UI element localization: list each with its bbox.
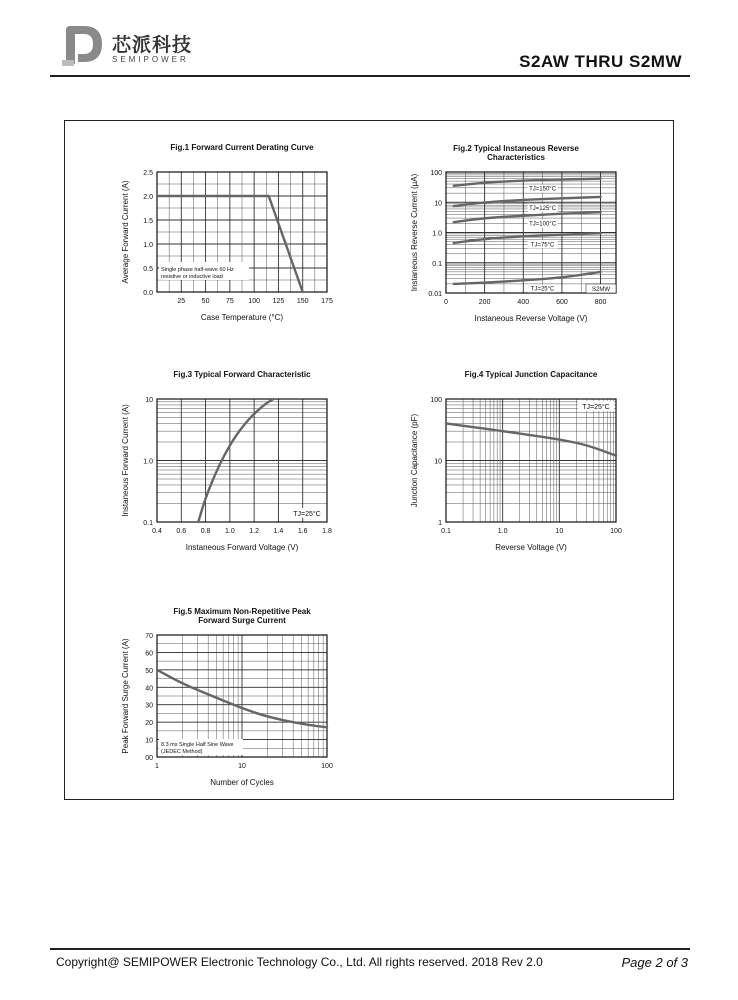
document-title: S2AW THRU S2MW: [519, 52, 682, 71]
fig2-part-label: S2MW: [592, 287, 610, 293]
fig2-y-tick-label: 10: [434, 200, 442, 208]
fig5-y-tick-label: 30: [145, 702, 153, 710]
fig1-x-tick-label: 150: [296, 298, 309, 305]
fig5-y-tick-label: 50: [145, 667, 153, 675]
brand-name-chinese: 芯派科技: [112, 35, 193, 56]
fig5-title: Fig.5 Maximum Non-Repetitive Peak: [173, 607, 311, 616]
fig4-temp-label: TJ=25°C: [582, 404, 610, 411]
fig2-series-curve: [454, 212, 601, 222]
fig2-title-line2: Characteristics: [487, 153, 545, 162]
fig2-x-tick-label: 0: [444, 299, 448, 306]
fig1-title: Fig.1 Forward Current Derating Curve: [170, 143, 314, 152]
fig5-x-tick-label: 1: [155, 763, 159, 770]
fig3-x-tick-label: 0.8: [200, 528, 211, 535]
fig5-x-tick-label: 100: [321, 763, 333, 770]
fig3-x-tick-label: 1.8: [322, 528, 332, 535]
fig4-x-tick-label: 1.0: [497, 528, 508, 535]
fig3-x-tick-label: 1.0: [224, 528, 235, 535]
fig1-y-tick-label: 0.5: [143, 266, 153, 273]
fig4-y-tick-label: 10: [434, 458, 442, 466]
fig5-y-tick-label: 10: [145, 737, 153, 745]
fig2-x-tick-label: 400: [517, 299, 530, 306]
fig3-y-tick-label: 1.0: [143, 458, 153, 466]
fig2-series-label: TJ=100°C: [529, 221, 557, 228]
fig1-y-tick-label: 1.5: [143, 218, 153, 225]
fig3-x-tick-label: 1.6: [297, 528, 308, 535]
fig5-y-tick-label: 60: [145, 650, 153, 658]
fig3-y-tick-label: 10: [145, 397, 153, 404]
fig3-x-tick-label: 1.4: [273, 528, 284, 535]
fig4-x-axis-label: Reverse Voltage (V): [495, 543, 567, 552]
fig3-x-tick-label: 0.6: [176, 528, 187, 535]
fig2-x-tick-label: 200: [478, 299, 491, 306]
fig4-y-axis-label: Junction Capacitance (pF): [410, 413, 419, 508]
fig2-series-curve: [454, 179, 601, 186]
fig5-title-line2: Forward Surge Current: [198, 616, 286, 625]
fig3-y-axis-label: Instaneous Forward Current (A): [121, 404, 130, 517]
fig3-x-axis-label: Instaneous Forward Voltage (V): [185, 543, 299, 552]
copyright-notice: Copyright@ SEMIPOWER Electronic Technology Co., Ltd. All rights reserved. 2018 Rev 2.0: [56, 955, 543, 969]
fig3-x-tick-label: 1.2: [249, 528, 260, 535]
fig5-y-tick-label: 70: [145, 633, 153, 640]
fig5-y-tick-label: 00: [145, 755, 153, 762]
fig5-y-tick-label: 20: [145, 720, 153, 728]
fig5-y-tick-label: 40: [145, 685, 153, 693]
fig4-y-tick-label: 100: [430, 397, 442, 404]
fig4-series-curve: [446, 423, 616, 455]
fig1-y-tick-label: 2.0: [143, 194, 153, 201]
fig1-x-tick-label: 75: [225, 298, 234, 305]
fig4-x-tick-label: 0.1: [441, 528, 451, 535]
fig5-x-axis-label: Number of Cycles: [210, 778, 274, 787]
fig2-y-tick-label: 0.1: [432, 260, 442, 268]
fig5-note-line2: (JEDEC Method): [161, 749, 203, 755]
fig2-series-label: TJ=75°C: [530, 242, 555, 249]
fig5-note-line1: 8.3 ms Single Half Sine Wave: [161, 742, 234, 748]
fig2-title: Fig.2 Typical Instaneous Reverse: [453, 144, 579, 153]
fig2-y-tick-label: 100: [430, 170, 442, 177]
fig3-title: Fig.3 Typical Forward Characteristic: [173, 370, 311, 379]
page-number: Page 2 of 3: [621, 955, 688, 970]
fig1-y-tick-label: 1.0: [143, 242, 153, 249]
fig2-series-label: TJ=25°C: [530, 286, 555, 293]
fig2-y-tick-label: 1.0: [432, 230, 442, 238]
fig2-y-axis-label: Instaneous Reverse Current (µA): [410, 173, 419, 292]
fig2-series-curve: [454, 197, 601, 206]
fig1-note-line2: resistive or inductive load: [161, 274, 223, 280]
fig3-y-tick-label: 0.1: [143, 520, 153, 527]
fig1-x-tick-label: 50: [201, 298, 210, 305]
fig4-x-tick-label: 100: [610, 528, 622, 535]
fig5-y-axis-label: Peak Forward Surge Current (A): [121, 638, 130, 754]
fig5-x-tick-label: 10: [238, 763, 246, 770]
fig1-x-tick-label: 25: [177, 298, 186, 305]
fig1-x-tick-label: 100: [248, 298, 260, 305]
fig1-x-axis-label: Case Temperature (°C): [200, 313, 284, 322]
fig1-y-tick-label: 0.0: [143, 290, 153, 297]
fig3-temp-label: TJ=25°C: [293, 511, 321, 518]
fig2-x-tick-label: 800: [594, 299, 607, 306]
fig2-series-label: TJ=125°C: [529, 205, 557, 212]
fig3-x-tick-label: 0.4: [152, 528, 162, 535]
fig1-y-axis-label: Average Forward Current (A): [121, 180, 130, 284]
fig2-x-axis-label: Instaneous Reverse Voltage (V): [474, 314, 588, 323]
fig1-y-tick-label: 2.5: [143, 170, 153, 177]
brand-name-english: SEMIPOWER: [112, 55, 189, 64]
fig1-note-line1: Single phase half-wave 60 Hz: [161, 267, 234, 273]
fig4-title: Fig.4 Typical Junction Capacitance: [464, 370, 598, 379]
fig4-y-tick-label: 1: [438, 520, 442, 527]
fig2-series-curve: [454, 272, 601, 284]
fig2-series-label: TJ=150°C: [529, 186, 557, 193]
fig1-x-tick-label: 175: [321, 298, 333, 305]
fig2-x-tick-label: 600: [556, 299, 568, 306]
footer-divider: [50, 948, 690, 950]
fig1-x-tick-label: 125: [272, 298, 285, 305]
fig2-y-tick-label: 0.01: [428, 291, 442, 298]
fig4-x-tick-label: 10: [555, 528, 564, 535]
